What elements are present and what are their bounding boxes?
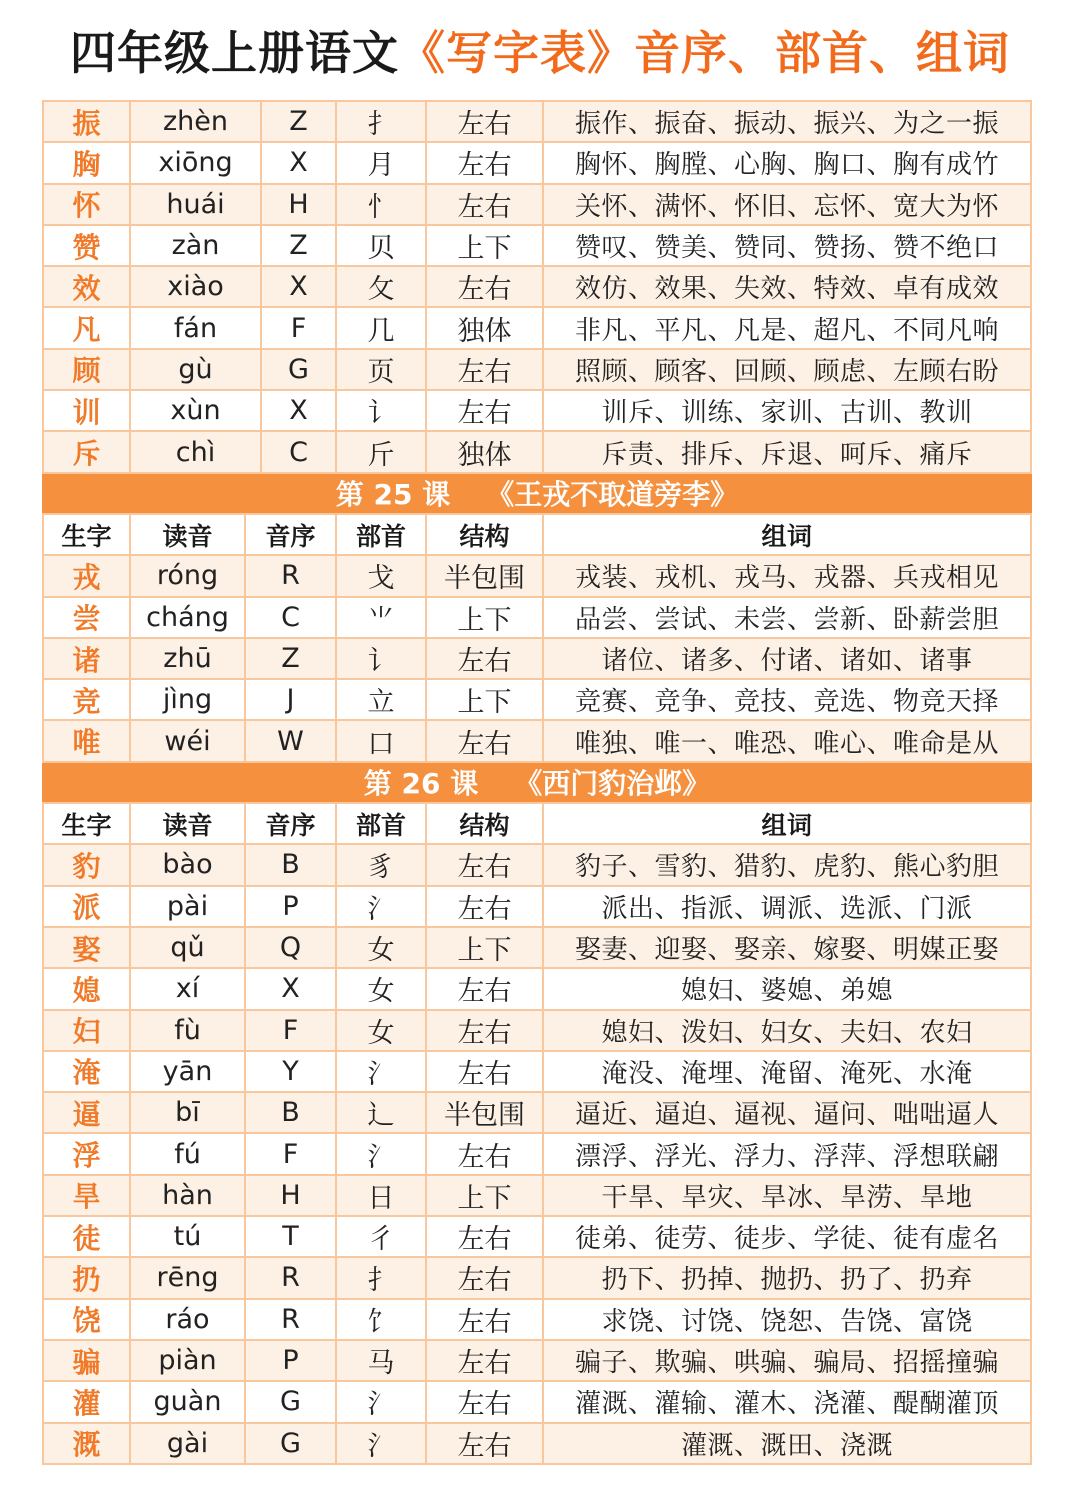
- index-cell: P: [246, 1341, 337, 1380]
- char-cell: 斥: [44, 432, 131, 471]
- char-cell: 豹: [44, 845, 131, 884]
- char-cell: 媳: [44, 969, 131, 1008]
- lesson-25-name: 《王戎不取道旁李》: [486, 478, 739, 512]
- pinyin-cell: zhèn: [131, 102, 262, 141]
- words-cell: 非凡、平凡、凡是、超凡、不同凡响: [574, 315, 999, 346]
- radical-cell: 女: [337, 1011, 427, 1050]
- structure-cell: 左右: [427, 143, 544, 182]
- table-row: [42, 1176, 1032, 1217]
- index-cell: G: [262, 350, 337, 389]
- structure-cell: 结构: [427, 804, 544, 843]
- pinyin-cell: fù: [131, 1011, 246, 1050]
- radical-cell: 攵: [337, 267, 427, 306]
- char-cell: 饶: [44, 1300, 131, 1339]
- structure-cell: 左右: [427, 1052, 544, 1091]
- words-cell: 诸位、诸多、付诸、诸如、诸事: [601, 646, 973, 676]
- structure-cell: 独体: [427, 308, 544, 347]
- index-cell: C: [246, 598, 337, 637]
- char-cell: 派: [44, 887, 131, 926]
- words-cell: 胸怀、胸膛、心胸、胸口、胸有成竹: [574, 150, 999, 181]
- radical-cell: 忄: [337, 185, 427, 224]
- radical-cell: 斤: [337, 432, 427, 471]
- table-row: [42, 1052, 1032, 1093]
- words-cell: 漂浮、浮光、浮力、浮萍、浮想联翩: [574, 1141, 999, 1172]
- character-table: [42, 100, 1032, 1465]
- structure-cell: 左右: [427, 1341, 544, 1380]
- radical-cell: 口: [337, 721, 427, 760]
- pinyin-cell: xùn: [131, 391, 262, 430]
- structure-cell: 上下: [427, 680, 544, 719]
- pinyin-cell: jìng: [131, 680, 246, 719]
- radical-cell: 女: [337, 969, 427, 1008]
- char-cell: 戎: [44, 556, 131, 595]
- index-cell: F: [262, 308, 337, 347]
- index-cell: H: [246, 1176, 337, 1215]
- pinyin-cell: bào: [131, 845, 246, 884]
- index-cell: Z: [262, 226, 337, 265]
- pinyin-cell: gù: [131, 350, 262, 389]
- radical-cell: 讠: [337, 639, 427, 678]
- structure-cell: 上下: [427, 928, 544, 967]
- table-row: [42, 887, 1032, 928]
- radical-cell: 月: [337, 143, 427, 182]
- table-row: [42, 721, 1032, 762]
- index-cell: Z: [262, 102, 337, 141]
- words-cell: 效仿、效果、失效、特效、卓有成效: [574, 274, 999, 305]
- char-cell: 赞: [44, 226, 131, 265]
- pinyin-cell: xiōng: [131, 143, 262, 182]
- pinyin-cell: zàn: [131, 226, 262, 265]
- char-cell: 逼: [44, 1093, 131, 1132]
- char-cell: 旱: [44, 1176, 131, 1215]
- radical-cell: 氵: [337, 1134, 427, 1173]
- pinyin-cell: pài: [131, 887, 246, 926]
- table-row: [42, 1134, 1032, 1175]
- structure-cell: 半包围: [427, 556, 544, 595]
- words-cell: 媳妇、泼妇、妇女、夫妇、农妇: [601, 1017, 973, 1048]
- words-cell: 关怀、满怀、怀旧、忘怀、宽大为怀: [574, 191, 999, 222]
- pinyin-cell: qǔ: [131, 928, 246, 967]
- words-cell: 振作、振奋、振动、振兴、为之一振: [574, 109, 999, 140]
- index-cell: Q: [246, 928, 337, 967]
- char-cell: 浮: [44, 1134, 131, 1173]
- char-cell: 淹: [44, 1052, 131, 1091]
- char-cell: 灌: [44, 1382, 131, 1421]
- radical-cell: 彳: [337, 1217, 427, 1256]
- structure-cell: 独体: [427, 432, 544, 471]
- table-row: [42, 969, 1032, 1010]
- table-row: [42, 308, 1032, 349]
- words-cell: 逼近、逼迫、逼视、逼问、咄咄逼人: [574, 1100, 999, 1131]
- structure-cell: 左右: [427, 1382, 544, 1421]
- index-cell: R: [246, 556, 337, 595]
- table-row: [42, 1341, 1032, 1382]
- words-cell: 徒弟、徒劳、徒步、学徒、徒有虚名: [574, 1224, 999, 1255]
- pinyin-cell: guàn: [131, 1382, 246, 1421]
- table-block-lesson-25: [42, 515, 1032, 763]
- index-cell: Z: [246, 639, 337, 678]
- index-cell: J: [246, 680, 337, 719]
- table-row: [42, 1217, 1032, 1258]
- words-cell: 娶妻、迎娶、娶亲、嫁娶、明媒正娶: [574, 935, 999, 966]
- structure-cell: 左右: [427, 391, 544, 430]
- structure-cell: 半包围: [427, 1093, 544, 1132]
- title-topic: 《写字表》音序、部首、组词: [399, 26, 1010, 80]
- index-cell: G: [246, 1382, 337, 1421]
- index-cell: X: [262, 267, 337, 306]
- words-cell: 媳妇、婆媳、弟媳: [680, 976, 893, 1007]
- pinyin-cell: bī: [131, 1093, 246, 1132]
- table-row: [42, 1011, 1032, 1052]
- table-row: [42, 143, 1032, 184]
- pinyin-cell: xí: [131, 969, 246, 1008]
- table-block-lesson-26: [42, 804, 1032, 1465]
- char-cell: 溉: [44, 1424, 131, 1463]
- words-cell: 求饶、讨饶、饶恕、告饶、富饶: [601, 1306, 973, 1337]
- index-cell: X: [246, 969, 337, 1008]
- table-row: [42, 598, 1032, 639]
- title-grade: 四年级上册语文: [70, 26, 399, 80]
- char-cell: 尝: [44, 598, 131, 637]
- radical-cell: 几: [337, 308, 427, 347]
- char-cell: 振: [44, 102, 131, 141]
- words-cell: 豹子、雪豹、猎豹、虎豹、熊心豹胆: [574, 852, 999, 883]
- char-cell: 怀: [44, 185, 131, 224]
- table-header-row: [42, 515, 1032, 556]
- table-row: [42, 639, 1032, 680]
- lesson-25-banner: [42, 474, 1032, 515]
- words-cell: 组词: [761, 521, 813, 551]
- words-cell: 灌溉、溉田、浇溉: [680, 1430, 893, 1461]
- index-cell: H: [262, 185, 337, 224]
- char-cell: 胸: [44, 143, 131, 182]
- words-cell: 训斥、训练、家训、古训、教训: [601, 398, 973, 429]
- structure-cell: 左右: [427, 350, 544, 389]
- char-cell: 顾: [44, 350, 131, 389]
- index-cell: R: [246, 1258, 337, 1297]
- char-cell: 训: [44, 391, 131, 430]
- words-cell: 赞叹、赞美、赞同、赞扬、赞不绝口: [574, 233, 999, 264]
- pinyin-cell: gài: [131, 1424, 246, 1463]
- char-cell: 骗: [44, 1341, 131, 1380]
- structure-cell: 左右: [427, 1424, 544, 1463]
- radical-cell: 部首: [337, 515, 427, 554]
- structure-cell: 上下: [427, 1176, 544, 1215]
- pinyin-cell: ráo: [131, 1300, 246, 1339]
- structure-cell: 左右: [427, 887, 544, 926]
- words-cell: 品尝、尝试、未尝、尝新、卧薪尝胆: [574, 604, 999, 635]
- words-cell: 骗子、欺骗、哄骗、骗局、招摇撞骗: [574, 1348, 999, 1379]
- words-cell: 淹没、淹埋、淹留、淹死、水淹: [601, 1058, 973, 1089]
- radical-cell: 豸: [337, 845, 427, 884]
- index-cell: 音序: [246, 804, 337, 843]
- char-cell: 妇: [44, 1011, 131, 1050]
- structure-cell: 上下: [427, 226, 544, 265]
- words-cell: 唯独、唯一、唯恐、唯心、唯命是从: [574, 728, 999, 759]
- table-row: [42, 1382, 1032, 1423]
- pinyin-cell: fú: [131, 1134, 246, 1173]
- radical-cell: 立: [337, 680, 427, 719]
- structure-cell: 左右: [427, 1011, 544, 1050]
- pinyin-cell: róng: [131, 556, 246, 595]
- words-cell: 戎装、戎机、戎马、戎器、兵戎相见: [574, 563, 999, 594]
- pinyin-cell: cháng: [131, 598, 246, 637]
- index-cell: Y: [246, 1052, 337, 1091]
- char-cell: 唯: [44, 721, 131, 760]
- radical-cell: 氵: [337, 1424, 427, 1463]
- words-cell: 扔下、扔掉、抛扔、扔了、扔弃: [601, 1265, 973, 1296]
- structure-cell: 左右: [427, 1300, 544, 1339]
- char-cell: 娶: [44, 928, 131, 967]
- index-cell: X: [262, 143, 337, 182]
- char-cell: 效: [44, 267, 131, 306]
- radical-cell: 日: [337, 1176, 427, 1215]
- index-cell: B: [246, 845, 337, 884]
- index-cell: F: [246, 1134, 337, 1173]
- table-row: [42, 1300, 1032, 1341]
- index-cell: R: [246, 1300, 337, 1339]
- char-cell: 诸: [44, 639, 131, 678]
- index-cell: T: [246, 1217, 337, 1256]
- char-cell: 凡: [44, 308, 131, 347]
- pinyin-cell: tú: [131, 1217, 246, 1256]
- structure-cell: 左右: [427, 267, 544, 306]
- table-row: [42, 102, 1032, 143]
- lesson-26-name: 《西门豹治邺》: [514, 767, 711, 801]
- table-row: [42, 185, 1032, 226]
- pinyin-cell: yān: [131, 1052, 246, 1091]
- radical-cell: 辶: [337, 1093, 427, 1132]
- structure-cell: 结构: [427, 515, 544, 554]
- words-cell: 干旱、旱灾、旱冰、旱涝、旱地: [601, 1182, 973, 1213]
- structure-cell: 左右: [427, 639, 544, 678]
- radical-cell: 氵: [337, 1052, 427, 1091]
- radical-cell: 马: [337, 1341, 427, 1380]
- index-cell: W: [246, 721, 337, 760]
- table-row: [42, 680, 1032, 721]
- table-row: [42, 226, 1032, 267]
- radical-cell: 氵: [337, 887, 427, 926]
- table-row: [42, 350, 1032, 391]
- radical-cell: 扌: [337, 102, 427, 141]
- radical-cell: 页: [337, 350, 427, 389]
- lesson-26-banner: [42, 763, 1032, 804]
- table-row: [42, 1258, 1032, 1299]
- structure-cell: 上下: [427, 598, 544, 637]
- char-cell: 生字: [44, 515, 131, 554]
- table-row: [42, 845, 1032, 886]
- table-row: [42, 556, 1032, 597]
- radical-cell: 讠: [337, 391, 427, 430]
- pinyin-cell: huái: [131, 185, 262, 224]
- structure-cell: 左右: [427, 1258, 544, 1297]
- index-cell: F: [246, 1011, 337, 1050]
- radical-cell: 贝: [337, 226, 427, 265]
- pinyin-cell: piàn: [131, 1341, 246, 1380]
- structure-cell: 左右: [427, 102, 544, 141]
- char-cell: 生字: [44, 804, 131, 843]
- lesson-26-number: 第 26 课: [363, 767, 479, 801]
- pinyin-cell: wéi: [131, 721, 246, 760]
- words-cell: 组词: [761, 810, 813, 840]
- structure-cell: 左右: [427, 969, 544, 1008]
- words-cell: 照顾、顾客、回顾、顾虑、左顾右盼: [574, 356, 999, 387]
- index-cell: G: [246, 1424, 337, 1463]
- pinyin-cell: hàn: [131, 1176, 246, 1215]
- radical-cell: 扌: [337, 1258, 427, 1297]
- radical-cell: 氵: [337, 1382, 427, 1421]
- table-row: [42, 391, 1032, 432]
- page-title: [0, 0, 1080, 100]
- radical-cell: 部首: [337, 804, 427, 843]
- pinyin-cell: 读音: [131, 804, 246, 843]
- pinyin-cell: chì: [131, 432, 262, 471]
- words-cell: 斥责、排斥、斥退、呵斥、痛斥: [601, 439, 973, 470]
- table-row: [42, 1424, 1032, 1465]
- structure-cell: 左右: [427, 1217, 544, 1256]
- words-cell: 派出、指派、调派、选派、门派: [601, 893, 973, 924]
- structure-cell: 左右: [427, 1134, 544, 1173]
- index-cell: P: [246, 887, 337, 926]
- char-cell: 徒: [44, 1217, 131, 1256]
- char-cell: 扔: [44, 1258, 131, 1297]
- index-cell: B: [246, 1093, 337, 1132]
- index-cell: C: [262, 432, 337, 471]
- radical-cell: 饣: [337, 1300, 427, 1339]
- table-row: [42, 1093, 1032, 1134]
- pinyin-cell: 读音: [131, 515, 246, 554]
- words-cell: 灌溉、灌输、灌木、浇灌、醍醐灌顶: [574, 1389, 999, 1420]
- table-block-top: [42, 102, 1032, 474]
- structure-cell: 左右: [427, 845, 544, 884]
- words-cell: 竞赛、竞争、竞技、竞选、物竞天择: [574, 687, 999, 718]
- radical-cell: ⺌: [337, 598, 427, 637]
- table-header-row: [42, 804, 1032, 845]
- structure-cell: 左右: [427, 185, 544, 224]
- table-row: [42, 432, 1032, 473]
- radical-cell: 女: [337, 928, 427, 967]
- char-cell: 竞: [44, 680, 131, 719]
- pinyin-cell: fán: [131, 308, 262, 347]
- table-row: [42, 928, 1032, 969]
- pinyin-cell: xiào: [131, 267, 262, 306]
- table-row: [42, 267, 1032, 308]
- pinyin-cell: zhū: [131, 639, 246, 678]
- structure-cell: 左右: [427, 721, 544, 760]
- lesson-25-number: 第 25 课: [335, 478, 451, 512]
- index-cell: X: [262, 391, 337, 430]
- index-cell: 音序: [246, 515, 337, 554]
- radical-cell: 戈: [337, 556, 427, 595]
- pinyin-cell: rēng: [131, 1258, 246, 1297]
